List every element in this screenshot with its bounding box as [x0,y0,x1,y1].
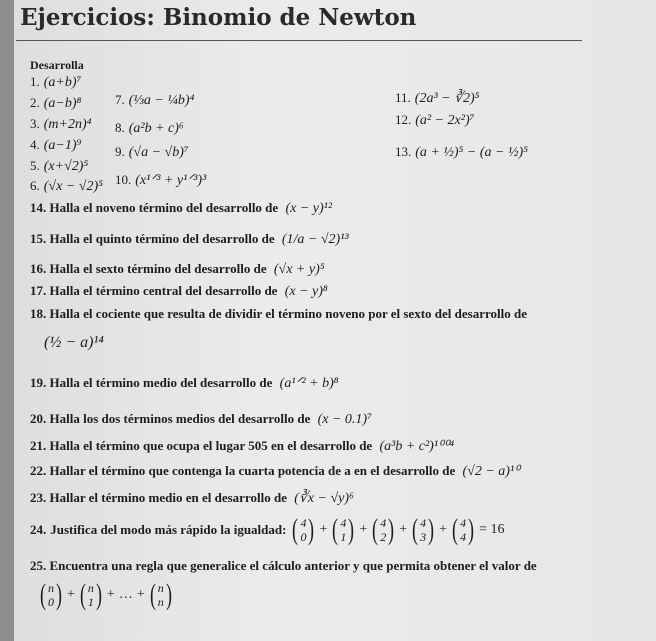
item-number: 10. [115,172,132,187]
binomial-expression: (∛x − √y)⁶ [294,491,354,506]
problem-number: 18. [30,306,47,321]
problem-number: 21. [30,438,47,453]
problem-item [30,375,339,392]
binomial-expression: (a³b + c²)¹⁰⁰⁴ [379,439,455,454]
binom-bottom: 2 [380,530,387,544]
binomial-sum [38,580,174,610]
problem-item [30,261,325,278]
problem-text: Hallar el término medio en el desarrollo de [49,490,287,505]
binom-bottom: 3 [420,530,427,544]
item-number: 12. [395,112,412,127]
exercise-item [30,74,81,91]
binomial-expression: (√a − √b)⁷ [128,145,189,160]
binom-bottom: 0 [300,530,307,544]
problem-text: Hallar el término que contenga la cuarta potencia de a en el desarrollo de [49,463,456,478]
problem-item [30,200,332,217]
binom-top: 4 [340,516,347,530]
binom-bottom: 0 [48,595,54,609]
binom-top: 4 [460,516,467,530]
exercise-item [30,137,81,154]
problem-item [30,231,349,248]
exercise-item [115,120,184,137]
problem-item [30,438,454,455]
binom-top: 4 [300,516,307,530]
binomial-expression: (√x + y)⁵ [273,262,325,277]
problem-number: 25. [30,558,47,573]
problem-number: 17. [30,283,47,298]
problem-text: Halla el término central del desarrollo de [49,283,278,298]
binomial-expression: (x¹ᐟ³ + y¹ᐟ³)³ [135,173,207,188]
ellipsis: … [118,587,133,602]
binomial-expression: (x − 0.1)⁷ [317,412,372,427]
binom-top: 4 [420,516,427,530]
binom-top: n [48,581,54,595]
binomial-sum [290,515,505,545]
binomial-expression: (a+b)⁷ [43,75,82,90]
problem-number: 15. [30,231,47,246]
problem-text: Halla el noveno término del desarrollo de [49,200,279,215]
binomial-coefficient: ( 4 4 ) [452,513,475,546]
problem-item [30,411,372,428]
problem-item [30,283,328,300]
binom-top: n [157,581,164,595]
result: = 16 [479,522,505,537]
page-edge [0,0,14,641]
problem-text: Halla el sexto término del desarrollo de [49,261,267,276]
item-number: 5. [30,158,40,173]
problem-item [30,558,537,610]
binomial-expression: (2a³ − ∛2)⁵ [414,91,480,106]
item-number: 13. [395,144,412,159]
exercise-item [115,92,194,109]
item-number: 9. [115,144,125,159]
problem-text: Halla el cociente que resulta de dividir el término noveno por el sexto del desarrollo de [49,306,527,321]
binomial-expression: (m+2n)⁴ [43,117,92,132]
binomial-coefficient: ( n n ) [149,578,172,611]
item-number: 11. [395,90,411,105]
binomial-expression: (a + ½)⁵ − (a − ½)⁵ [415,145,528,160]
item-number: 4. [30,137,40,152]
problem-item [30,490,354,507]
title-underline [16,40,582,41]
item-number: 7. [115,92,125,107]
binomial-expression: (a−1)⁹ [43,138,82,153]
binomial-expression: (√2 − a)¹⁰ [462,464,520,479]
problem-number: 24. [30,522,47,537]
binomial-expression: (x − y)⁸ [284,284,328,299]
binom-bottom: n [157,595,164,609]
binomial-coefficient: ( 4 1 ) [332,513,355,546]
problem-number: 14. [30,200,47,215]
binom-bottom: 4 [460,530,467,544]
plus-sign: + [106,587,115,602]
item-number: 8. [115,120,125,135]
problem-item [30,463,520,480]
exercise-item [395,90,480,107]
binomial-expression: (√x − √2)⁵ [43,179,103,194]
plus-sign: + [359,522,368,537]
exercise-item [30,178,103,195]
problem-number: 16. [30,261,47,276]
binom-top: 4 [380,516,387,530]
binomial-expression: (a² − 2x²)⁷ [415,113,475,128]
problem-number: 19. [30,375,47,390]
problem-text: Justifica del modo más rápido la igualdad: [50,522,287,537]
binomial-coefficient: ( n 1 ) [79,578,102,611]
plus-sign: + [399,522,408,537]
binomial-coefficient: ( 4 2 ) [372,513,395,546]
binomial-coefficient: ( 4 0 ) [292,513,315,546]
binomial-expression: (½ − a)¹⁴ [44,334,104,351]
exercise-item [395,112,475,129]
plus-sign: + [136,587,145,602]
problem-number: 20. [30,411,47,426]
binom-bottom: 1 [340,530,347,544]
binomial-coefficient: ( n 0 ) [40,578,62,611]
binomial-expression: (x − y)¹² [285,201,333,216]
plus-sign: + [67,587,75,602]
binom-top: n [87,581,94,595]
item-number: 1. [30,74,40,89]
binom-bottom: 1 [87,595,94,609]
binomial-expression: (a¹ᐟ² + b)⁸ [279,376,339,391]
exercise-item [30,95,81,112]
binomial-expression: (a−b)⁸ [43,96,82,111]
plus-sign: + [439,522,448,537]
problem-text: Encuentra una regla que generalice el cálculo anterior y que permita obtener el valor de [49,558,537,573]
item-number: 3. [30,116,40,131]
problem-text: Halla el término medio del desarrollo de [49,375,273,390]
item-number: 6. [30,178,40,193]
problem-number: 23. [30,490,47,505]
problem-text: Halla el término que ocupa el lugar 505 en el desarrollo de [49,438,373,453]
exercise-item [30,116,92,133]
problem-number: 22. [30,463,47,478]
problem-item [30,306,527,352]
exercise-item [115,172,206,189]
plus-sign: + [319,522,328,537]
binomial-expression: (⅓a − ¼b)⁴ [128,93,195,108]
binomial-coefficient: ( 4 3 ) [412,513,435,546]
problem-text: Halla los dos términos medios del desarrollo de [49,411,311,426]
binomial-expression: (1/a − √2)¹³ [281,232,349,247]
section-heading: Desarrolla [30,58,84,72]
page-title: Ejercicios: Binomio de Newton [20,4,417,31]
problem-item [30,515,505,545]
exercise-item [115,144,189,161]
item-number: 2. [30,95,40,110]
exercise-item [395,144,528,161]
exercise-item [30,158,88,175]
problem-text: Halla el quinto término del desarrollo de [49,231,275,246]
binomial-expression: (x+√2)⁵ [43,159,89,174]
binomial-expression: (a²b + c)⁶ [128,121,184,136]
